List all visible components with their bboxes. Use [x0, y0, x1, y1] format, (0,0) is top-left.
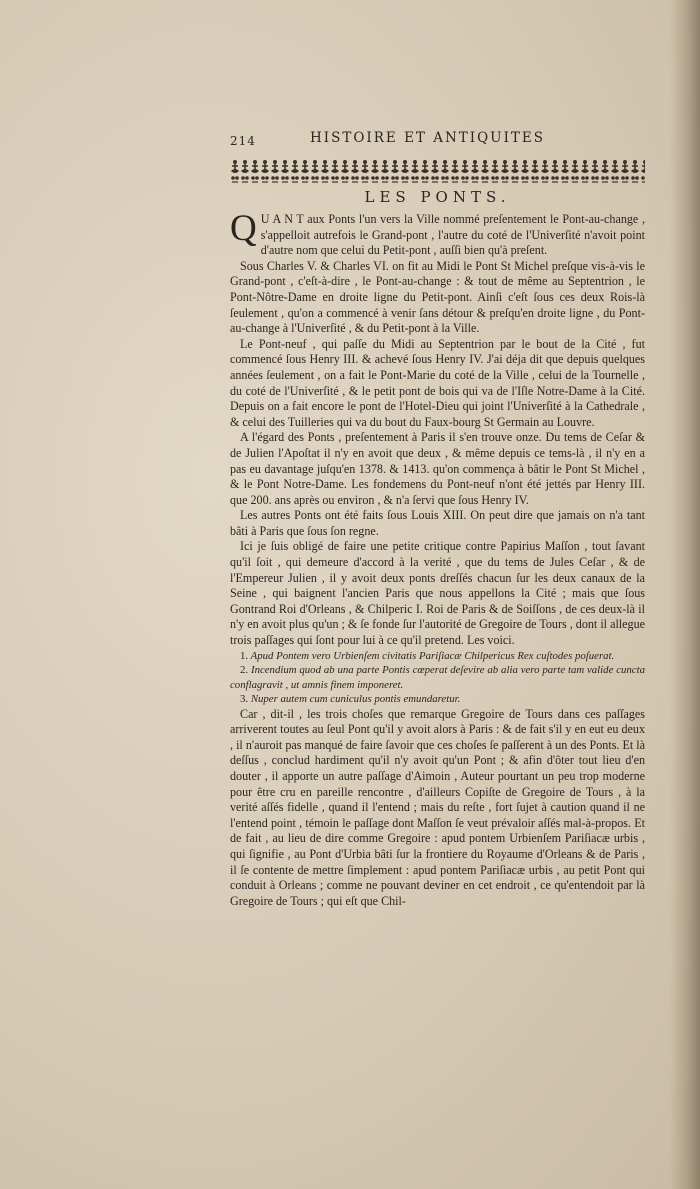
closing-paragraph: Car , dit-il , les trois choſes que remarque Gregoire de Tours dans ces paſſages arriverent toutes au ſeul Pont qu'il y avoit alors à Paris : & de fait s'il y en eut eu deux , il n'auroit pas manqué de faire ſavoir que ces choſes ſe paſſerent à un des Ponts. Et là deſſus , conclud hardiment qu'il n'y avoit qu'un Pont ; & afin d'ôter tout lieu d'en douter , il apporte un autre paſſage d'Aimoin , Auteur pourtant un peu trop moderne pour être cru en pareille rencontre , d'ailleurs Copiſte de Gregoire de Tours , à la verité aſſés fidelle , quand il l'entend ; mais du reſte , fort ſujet à caution quand il ne l'entend point , témoin le paſſage dont Maſſon ſe veut prévaloir aſſés mal-à-propos. Et de fait , au lieu de dire comme Gregoire : apud pontem Urbienſem Pariſiacæ urbis , qui ſignifie , au Pont d'Urbia bâti ſur la frontiere du Royaume d'Orleans & de Paris , il ſe contente de mettre ſimplement : apud pontem Pariſiacæ urbis , au petit Pont qui conduit à Orleans ; comme ne pouvant deviner en cet endroit , ce qu'entendoit par là Gregoire de Tours ; qui eſt que Chil- [230, 706, 645, 908]
paragraph-1: Q U A N T aux Ponts l'un vers la Ville nommé preſentement le Pont-au-change , s'appelloit autrefois le Grand-pont , l'autre du coté de l'Univerſité n'avoit point d'autre nom que celui du Petit-pont , auſſi bien qu'à preſent. [230, 208, 645, 258]
paragraph-3: Le Pont-neuf , qui paſſe du Midi au Septentrion par le bout de la Cité , fut commencé ſous Henry III. & achevé ſous Henry IV. J'ai déja dit que depuis quelques années ſeulement , on a fait le Pont-Marie du coté de la Ville , celui de la Tournelle , du coté de l'Univerſité , & le petit pont de bois qui va de l'Iſle Notre-Dame à la Cité. Depuis on a fait encore le pont de l'Hotel-Dieu qui joint l'Univerſité à la Cathedrale , & celui des Tuilleries qui va du bout du Faux-bourg St Germain au Louvre. [230, 336, 645, 429]
page-number: 214 [230, 134, 256, 148]
section-title: LES PONTS. [364, 188, 511, 206]
paragraph-5: Les autres Ponts ont été faits ſous Louis XIII. On peut dire que jamais on n'a tant bâti à Paris que ſous ſon regne. [230, 508, 645, 538]
ornament-band-icon [230, 158, 645, 184]
drop-cap: Q [230, 208, 257, 249]
citation-3: 3. Nuper autem cum cuniculus pontis emundaretur. [240, 693, 461, 706]
body-text [230, 208, 645, 909]
paragraph-2: Sous Charles V. & Charles VI. on fit au Midi le Pont St Michel preſque vis-à-vis le Grand-pont , c'eſt-à-dire , le Pont-au-change : & tout de même au Septentrion , le Pont-Nôtre-Dame en droite ligne du Petit-pont. Ainſi c'eſt ſous ces deux Rois-là ſeulement , qu'on a commencé à venir ſans détour & preſqu'en droite ligne , du Pont-au-change à l'Univerſité , & du Petit-pont à la Ville. [230, 258, 645, 336]
ornamental-border [230, 158, 645, 184]
running-title: HISTOIRE ET ANTIQUITES [310, 130, 546, 146]
paragraph-4: A l'égard des Ponts , preſentement à Paris il s'en trouve onze. Du tems de Ceſar & de Julien l'Apoſtat il n'y en avoit que deux , & même depuis ce tems-là , il n'y en a pas eu davantage juſqu'en 1378. & 1413. qu'on commença à bâtir le Pont St Michel , & le Pont Notre-Dame. Les fondemens du Pont-neuf n'ont été jettés par Henry III. que 200. ans après ou environ , & n'a ſervi que ſous Henry IV. [230, 430, 645, 507]
citation-2: 2. Incendium quod ab una parte Pontis cœperat deſevire ab alia vero parte tam valide cuncta conflagravit , ut amnis finem imponeret. [230, 664, 645, 691]
page-edge-shadow [670, 0, 700, 1189]
book-page [230, 130, 645, 909]
paragraph-6: Ici je ſuis obligé de faire une petite critique contre Papirius Maſſon , tout ſavant qu'il ſoit , qui demeure d'accord à la verité , que du tems de Jules Ceſar , & de l'Empereur Julien , il y avoit deux ponts dreſſés chacun ſur les deux canaux de la Seine , qui baignent l'ancien Paris que nous appellons la Cité ; mais que ſous Gontrand Roi d'Orleans , & Chilperic I. Roi de Paris & de Soiſſons , de ces deux-là il n'y en avoit plus qu'un ; & ſe fonde ſur l'autorité de Gregoire de Tours , dont il allegue trois paſſages qui ſont pour lui à ce qu'il pretend. Les voici. [230, 539, 645, 648]
citation-1: 1. Apud Pontem vero Urbienſem civitatis Pariſiacæ Chilpericus Rex cuſtodes poſuerat. [240, 649, 615, 662]
running-head [230, 130, 645, 152]
